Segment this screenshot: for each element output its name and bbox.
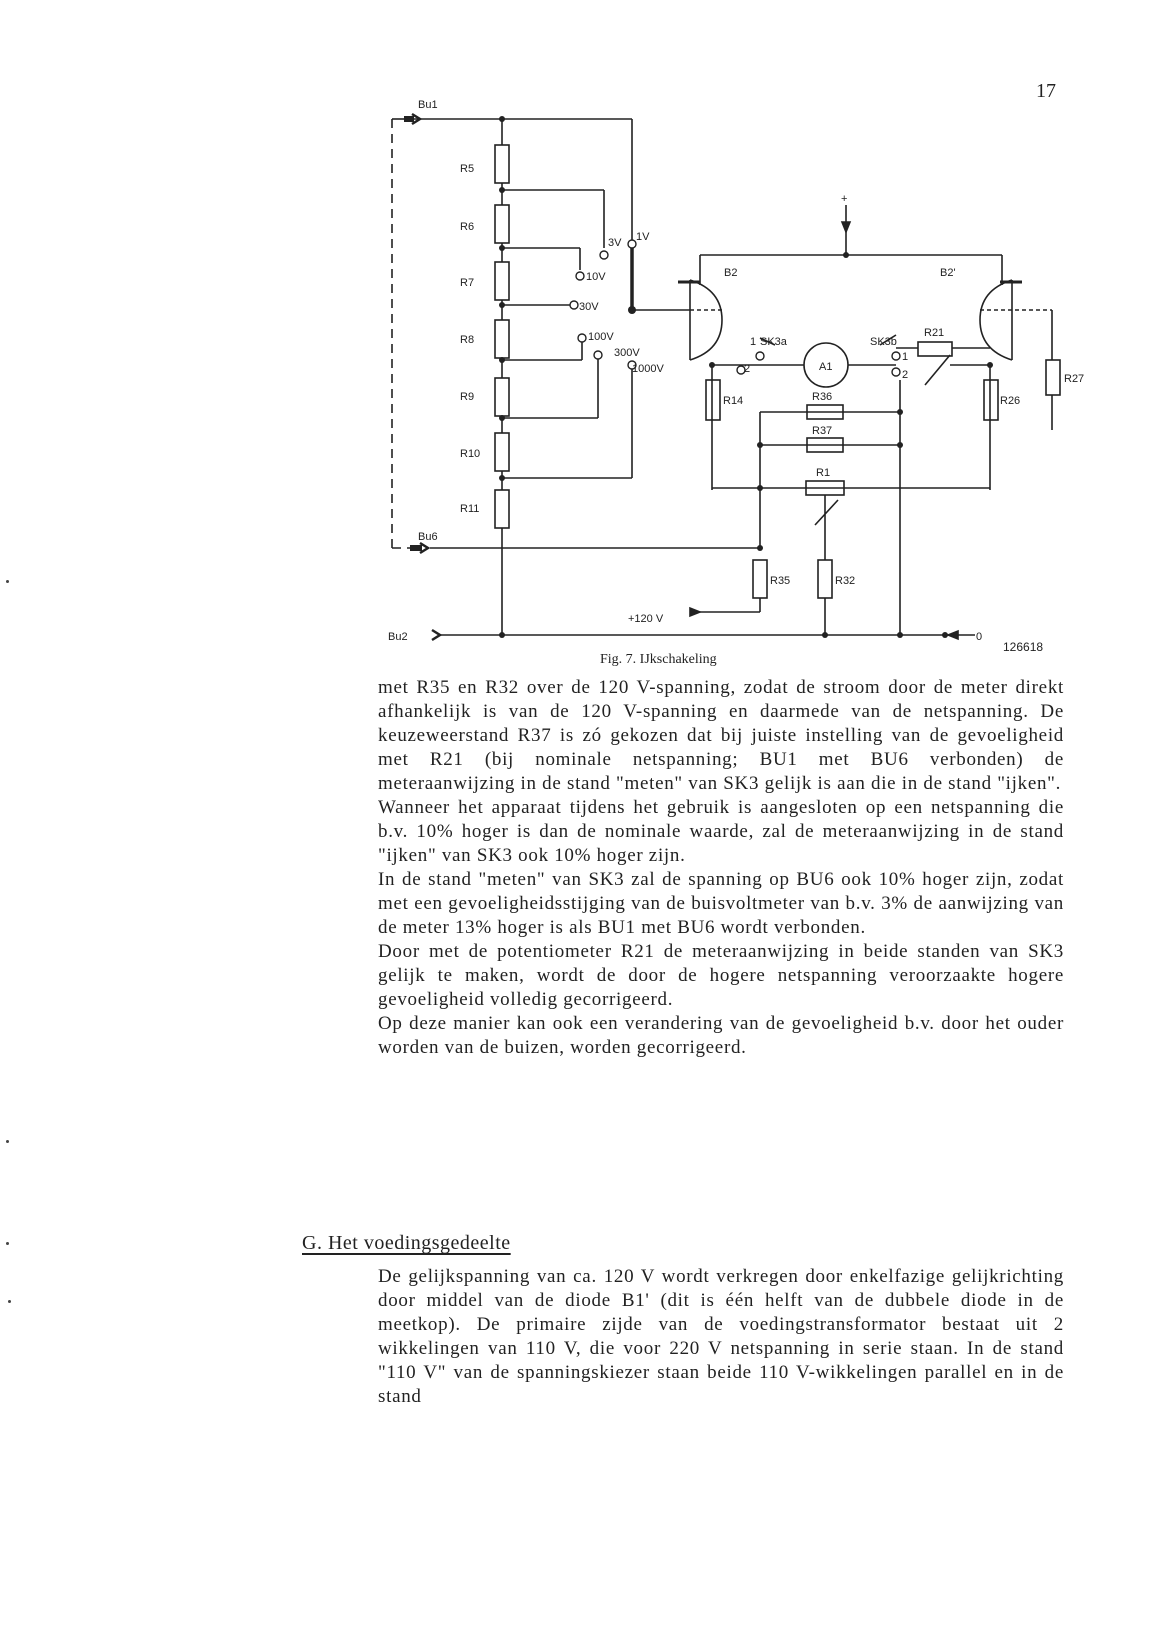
- page-number: 17: [1036, 80, 1056, 102]
- calibration-circuit-schematic: [0, 0, 1172, 660]
- label-10v: 10V: [586, 271, 606, 283]
- label-r37: R37: [812, 425, 833, 437]
- label-30v: 30V: [579, 301, 599, 313]
- label-bu6: Bu6: [418, 531, 438, 543]
- label-r8: R8: [460, 334, 475, 346]
- label-r7: R7: [460, 277, 475, 289]
- label-100v: 100V: [588, 331, 614, 343]
- body-text-block: [378, 676, 1064, 1060]
- section-heading: G. Het voedingsgedeelte: [302, 1232, 511, 1254]
- label-r26: R26: [1000, 395, 1021, 407]
- label-zero: 0: [976, 631, 983, 643]
- label-sk3b: SK3b: [870, 336, 897, 348]
- label-r21: R21: [924, 327, 945, 339]
- label-r5: R5: [460, 163, 475, 175]
- label-r27: R27: [1064, 373, 1085, 385]
- paragraph: Wanneer het apparaat tijdens het gebruik is aangesloten op een netspanning die b.v. 10% hoger is dan de nominale waarde, zal de meteraanwijzing in de stand "ijken" van SK3 ook 10% hoger zijn.: [378, 797, 1064, 866]
- margin-dot: [6, 580, 9, 583]
- label-sk3a: SK3a: [760, 336, 787, 348]
- label-sk3b-pos1: 1: [902, 351, 909, 363]
- label-120v: +120 V: [628, 613, 664, 625]
- label-sk3a-pos1: 1: [750, 336, 757, 348]
- label-sk3a-pos2: 2: [744, 363, 751, 375]
- label-r11: R11: [460, 503, 480, 515]
- label-3v: 3V: [608, 237, 622, 249]
- label-b2-prime: B2': [940, 267, 956, 279]
- label-r10: R10: [460, 448, 481, 460]
- label-a1: A1: [819, 361, 833, 373]
- paragraph: De gelijkspanning van ca. 120 V wordt verkregen door enkelfazige gelijkrichting door middel van de diode B1' (dit is één helft van de dubbele diode in de meetkop). De primaire zijde van de voedingstransformator bestaat uit 2 wikkelingen van 110 V, die voor 220 V netspanning in serie staan. In de stand "110 V" van de spanningskiezer staan beide 110 V-wikkelingen parallel en in de stand: [378, 1266, 1064, 1407]
- paragraph: Door met de potentiometer R21 de meteraanwijzing in beide standen van SK3 gelijk te maken, wordt de door de hogere netspanning veroorzaakte hogere gevoeligheid volledig gecorrigeerd.: [378, 941, 1064, 1010]
- label-r1: R1: [816, 467, 831, 479]
- paragraph: met R35 en R32 over de 120 V-spanning, zodat de stroom door de meter direkt afhankelijk is van de 120 V-spanning en daarmede van de netspanning. De keuzeweerstand R37 is zó gekozen dat bij juiste instelling van de gevoeligheid met R21 (bij nominale netspanning; BU1 met BU6 verbonden) de meteraanwijzing in de stand "meten" van SK3 gelijk is aan die in de stand "ijken".: [378, 677, 1064, 794]
- figure-code: 126618: [1003, 640, 1044, 654]
- label-sk3b-pos2: 2: [902, 369, 909, 381]
- label-r32: R32: [835, 575, 856, 587]
- margin-dot: [6, 1140, 9, 1143]
- paragraph: Op deze manier kan ook een verandering van de gevoeligheid b.v. door het ouder worden van de buizen, worden gecorrigeerd.: [378, 1013, 1064, 1058]
- label-1v: 1V: [636, 231, 650, 243]
- label-r35: R35: [770, 575, 791, 587]
- body-text-block: [378, 1265, 1064, 1409]
- figure-caption: Fig. 7. IJkschakeling: [600, 652, 717, 667]
- label-1000v: 1000V: [632, 363, 664, 375]
- label-b2: B2: [724, 267, 738, 279]
- label-plus: +: [841, 193, 848, 205]
- label-r14: R14: [723, 395, 744, 407]
- label-300v: 300V: [614, 347, 640, 359]
- margin-dot: [6, 1242, 9, 1245]
- label-r36: R36: [812, 391, 833, 403]
- label-bu2: Bu2: [388, 631, 408, 643]
- label-r9: R9: [460, 391, 475, 403]
- margin-dot: [8, 1300, 11, 1303]
- label-r6: R6: [460, 221, 475, 233]
- label-bu1: Bu1: [418, 99, 438, 111]
- paragraph: In de stand "meten" van SK3 zal de spanning op BU6 ook 10% hoger zijn, zodat met een gevoeligheidsstijging van de buisvoltmeter van b.v. 3% de aanwijzing van de meter 13% hoger is als BU1 met BU6 wordt verbonden.: [378, 869, 1064, 938]
